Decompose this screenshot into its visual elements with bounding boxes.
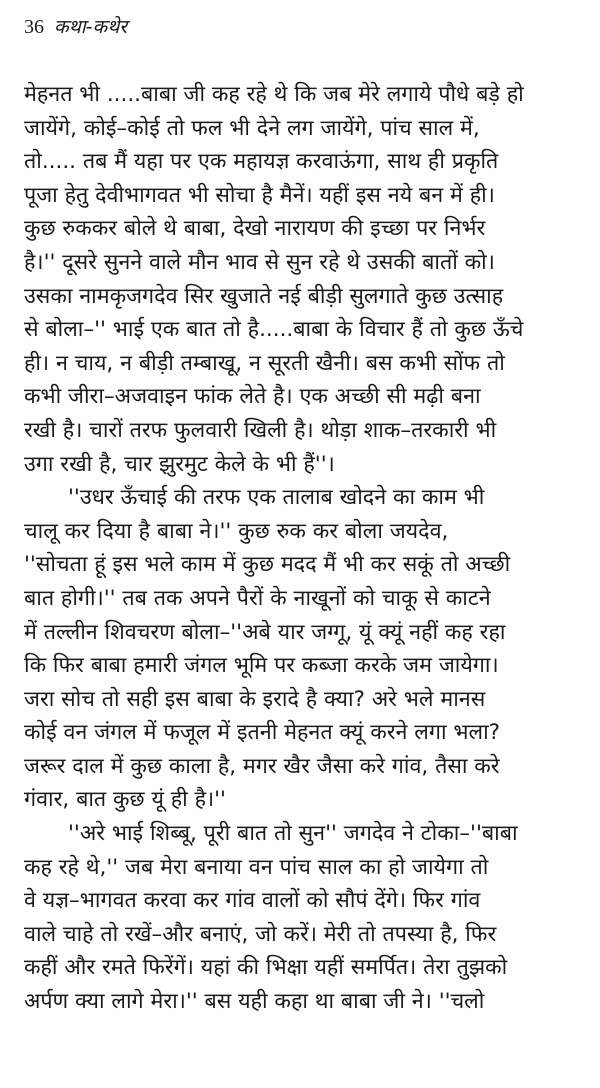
paragraph-3 bbox=[24, 817, 584, 1019]
text-line: तो..... तब मैं यहा पर एक महायज्ञ करवाऊंगा, साथ ही प्रकृति bbox=[24, 149, 499, 175]
text-line: वाले चाहे तो रखें–और बनाएं, जो करें। मेरी तो तपस्या है, फिर bbox=[24, 921, 497, 947]
text-line: रखी है। चारों तरफ फुलवारी खिली है। थोड़ा शाक–तरकारी भी bbox=[24, 417, 497, 443]
text-line: उसका नामकृजगदेव सिर खुजाते नई बीड़ी सुलगाते कुछ उत्साह bbox=[24, 283, 504, 309]
text-line: जरूर दाल में कुछ काला है, मगर खैर जैसा करे गांव, तैसा करे bbox=[24, 753, 500, 779]
text-line: अर्पण क्या लागे मेरा।'' बस यही कहा था बाबा जी ने। ''चलो bbox=[24, 989, 485, 1015]
body-text bbox=[24, 78, 584, 1019]
text-line: ''सोचता हूं इस भले काम में कुछ मदद मैं भी कर सकूं तो अच्छी bbox=[24, 552, 511, 578]
text-line: ''अरे भाई शिब्बू, पूरी बात तो सुन'' जगदेव ने टोका–''बाबा bbox=[68, 821, 518, 847]
text-line: चालू कर दिया है बाबा ने।'' कुछ रुक कर बोला जयदेव, bbox=[24, 518, 449, 544]
text-line: कभी जीरा–अजवाइन फांक लेते है। एक अच्छी सी मढ़ी बना bbox=[24, 384, 481, 410]
paragraph-1 bbox=[24, 78, 584, 481]
paragraph-2 bbox=[24, 481, 584, 817]
text-line: ही। न चाय, न बीड़ी तम्बाखू, न सूरती खैनी। बस कभी सोंफ तो bbox=[24, 350, 505, 376]
text-line: है।'' दूसरे सुनने वाले मौन भाव से सुन रहे थे उसकी बातों को। bbox=[24, 249, 495, 275]
text-line: ''उधर ऊँचाई की तरफ एक तालाब खोदने का काम भी bbox=[68, 485, 485, 511]
book-title: कथा-कथेर bbox=[54, 16, 128, 38]
page-number: 36 bbox=[24, 16, 44, 38]
text-line: वे यज्ञ–भागवत करवा कर गांव वालों को सौपं देंगे। फिर गांव bbox=[24, 888, 481, 914]
text-line: से बोला–'' भाई एक बात तो है.....बाबा के विचार हैं तो कुछ ऊँचे bbox=[24, 317, 524, 343]
text-line: कुछ रुककर बोले थे बाबा, देखो नारायण की इच्छा पर निर्भर bbox=[24, 216, 486, 242]
text-line: जायेंगे, कोई–कोई तो फल भी देने लग जायेंगे, पांच साल में, bbox=[24, 115, 480, 141]
text-line: कोई वन जंगल में फजूल में इतनी मेहनत क्यूं करने लगा भला? bbox=[24, 720, 501, 746]
text-line: गंवार, बात कुछ यूं ही है।'' bbox=[24, 787, 226, 813]
text-line: उगा रखी है, चार झुरमुट केले के भी हैं''। bbox=[24, 451, 335, 477]
text-line: जरा सोच तो सही इस बाबा के इरादे है क्या? अरे भले मानस bbox=[24, 686, 486, 712]
text-line: में तल्लीन शिवचरण बोला–''अबे यार जग्गू, यूं क्यूं नहीं कह रहा bbox=[24, 619, 506, 645]
text-line: कह रहे थे,'' जब मेरा बनाया वन पांच साल का हो जायेगा तो bbox=[24, 854, 489, 880]
text-line: मेहनत भी .....बाबा जी कह रहे थे कि जब मेरे लगाये पौधे बड़े हो bbox=[24, 82, 524, 107]
running-head bbox=[24, 14, 584, 40]
text-line: बात होगी।'' तब तक अपने पैरों के नाखूनों को चाकू से काटने bbox=[24, 585, 491, 611]
text-line: कहीं और रमते फिरेंगें। यहां की भिक्षा यहीं समर्पित। तेरा तुझको bbox=[24, 955, 508, 981]
text-line: कि फिर बाबा हमारी जंगल भूमि पर कब्जा करके जम जायेगा। bbox=[24, 653, 499, 679]
text-line: पूजा हेतु देवीभागवत भी सोचा है मैनें। यहीं इस नये बन में ही। bbox=[24, 182, 495, 208]
